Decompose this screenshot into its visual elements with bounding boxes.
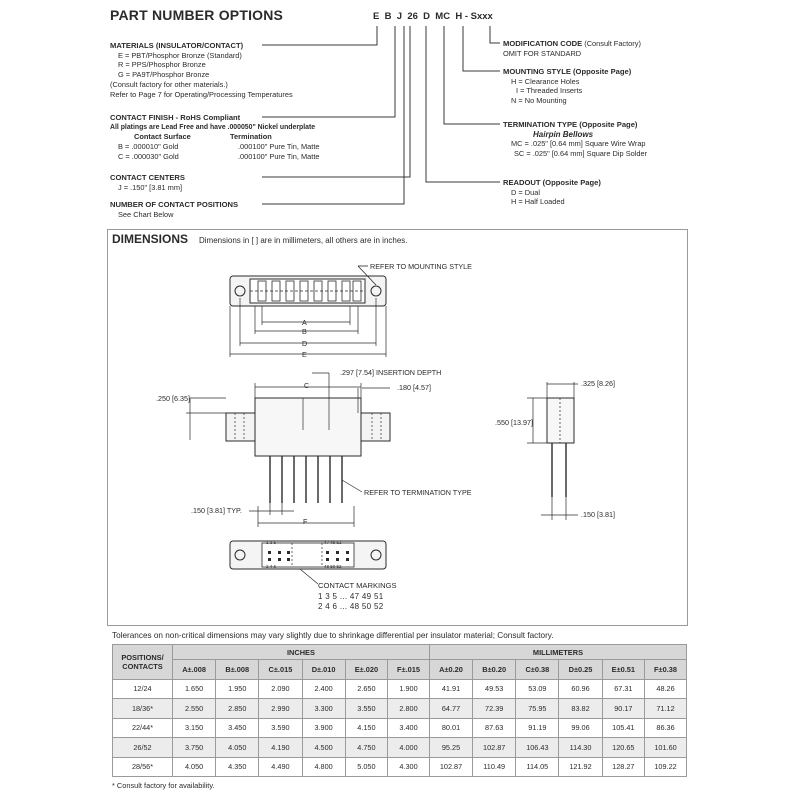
readout-item: H = Half Loaded <box>511 197 565 207</box>
finish-heading: CONTACT FINISH - RoHS Compliant <box>110 113 241 122</box>
table-cell: 105.41 <box>602 718 644 738</box>
table-row <box>113 738 687 758</box>
table-cell: 91.19 <box>516 718 559 738</box>
table-cell: 101.60 <box>645 738 687 758</box>
table-cell: 60.96 <box>559 679 602 699</box>
table-cell: 4.050 <box>216 738 259 758</box>
table-cell: 3.750 <box>173 738 216 758</box>
finish-col-surface: Contact Surface <box>134 132 191 142</box>
table-cell: 2.850 <box>216 699 259 719</box>
table-cell: 102.87 <box>429 757 472 777</box>
tolerance-note: Tolerances on non-critical dimensions may vary slightly due to shrinkage differential per insulator material; Consult factory. <box>112 631 554 640</box>
label-typ-pitch: .150 [3.81] TYP. <box>191 506 242 515</box>
table-cell: 3.300 <box>302 699 345 719</box>
readout-item: D = Dual <box>511 187 540 197</box>
table-cell: 2.800 <box>388 699 430 719</box>
table-cell: 75.95 <box>516 699 559 719</box>
finish-row-termination: .000100" Pure Tin, Matte <box>238 142 320 152</box>
table-cell: 4.350 <box>216 757 259 777</box>
table-cell: 67.31 <box>602 679 644 699</box>
table-cell: 2.400 <box>302 679 345 699</box>
face-marking-top: 47 49 51 <box>324 540 342 545</box>
table-cell: 4.800 <box>302 757 345 777</box>
modification-line: OMIT FOR STANDARD <box>503 48 582 58</box>
finish-row-termination: .000100" Pure Tin, Matte <box>238 151 320 161</box>
materials-item: R = PPS/Phosphor Bronze <box>118 60 206 70</box>
table-cell: 64.77 <box>429 699 472 719</box>
table-cell: 99.06 <box>559 718 602 738</box>
positions-heading: NUMBER OF CONTACT POSITIONS <box>110 200 239 209</box>
table-cell: 90.17 <box>602 699 644 719</box>
table-cell: 3.590 <box>259 718 302 738</box>
table-cell: 120.65 <box>602 738 644 758</box>
mounting-item: H = Clearance Holes <box>511 76 580 86</box>
table-cell: 2.090 <box>259 679 302 699</box>
table-cell: 4.490 <box>259 757 302 777</box>
table-cell: 114.30 <box>559 738 602 758</box>
column-header: B±.008 <box>216 660 259 680</box>
table-cell: 1.650 <box>173 679 216 699</box>
column-header: C±0.38 <box>516 660 559 680</box>
contact-markings-row: 2 4 6 ... 48 50 52 <box>318 602 384 611</box>
centers-heading: CONTACT CENTERS <box>110 173 185 182</box>
table-cell: 4.000 <box>388 738 430 758</box>
materials-note: Refer to Page 7 for Operating/Processing Temperatures <box>110 89 293 99</box>
table-cell: 3.150 <box>173 718 216 738</box>
table-cell: 4.750 <box>345 738 387 758</box>
label-dim-f: F <box>303 517 308 526</box>
column-header: C±.015 <box>259 660 302 680</box>
table-body <box>113 679 687 777</box>
table-cell: 4.500 <box>302 738 345 758</box>
label-dim-c: C <box>304 381 310 390</box>
table-cell: 102.87 <box>473 738 516 758</box>
table-cell: 3.900 <box>302 718 345 738</box>
table-cell: 86.36 <box>645 718 687 738</box>
mounting-item: N = No Mounting <box>511 96 567 106</box>
positions-cell: 28/56* <box>113 757 173 777</box>
table-cell: 48.26 <box>645 679 687 699</box>
dimensions-title: DIMENSIONS <box>112 232 189 246</box>
column-header: E±.020 <box>345 660 387 680</box>
bottom-view-connector <box>230 541 386 569</box>
modification-heading: MODIFICATION CODE <box>503 39 583 48</box>
table-cell: 53.09 <box>516 679 559 699</box>
column-header: A±.008 <box>173 660 216 680</box>
termination-item: MC = .025" [0.64 mm] Square Wire Wrap <box>511 139 646 149</box>
footnote: * Consult factory for availability. <box>112 781 215 790</box>
table-cell: 4.190 <box>259 738 302 758</box>
dimensions-table <box>112 644 687 777</box>
termination-subheading: Hairpin Bellows <box>533 129 594 139</box>
table-cell: 80.01 <box>429 718 472 738</box>
materials-item: G = PA9T/Phosphor Bronze <box>118 70 210 80</box>
finish-row-surface: C = .000030" Gold <box>118 151 179 161</box>
column-header: E±0.51 <box>602 660 644 680</box>
column-header: F±.015 <box>388 660 430 680</box>
label-refer-mounting: REFER TO MOUNTING STYLE <box>370 262 472 271</box>
column-header: D±.010 <box>302 660 345 680</box>
label-insertion-depth: .297 [7.54] INSERTION DEPTH <box>340 368 442 377</box>
centers-item: J = .150" [3.81 mm] <box>118 182 183 192</box>
mounting-item: I = Threaded Inserts <box>516 86 583 96</box>
group-inches: INCHES <box>173 645 430 660</box>
table-cell: 128.27 <box>602 757 644 777</box>
label-dim-e: E <box>302 350 307 359</box>
top-view-connector <box>230 276 386 306</box>
label-dim-550: .550 [13.97] <box>495 418 533 427</box>
column-header-row <box>113 660 687 680</box>
column-header: B±0.20 <box>473 660 516 680</box>
positions-item: See Chart Below <box>118 209 174 219</box>
readout-heading: READOUT (Opposite Page) <box>503 178 601 187</box>
part-number-code: E B J 26 D MC H - Sxxx <box>373 11 493 22</box>
finish-col-termination: Termination <box>230 132 272 142</box>
dimensions-note: Dimensions in [ ] are in millimeters, all others are in inches. <box>199 236 408 245</box>
face-marking-bottom: 48 50 52 <box>324 564 342 569</box>
label-dim-180: .180 [4.57] <box>397 383 431 392</box>
table-cell: 109.22 <box>645 757 687 777</box>
table-cell: 5.050 <box>345 757 387 777</box>
table-cell: 3.450 <box>216 718 259 738</box>
col-positions-contacts <box>113 645 173 680</box>
label-dim-150: .150 [3.81] <box>581 510 615 519</box>
termination-heading: TERMINATION TYPE (Opposite Page) <box>503 120 638 129</box>
modification-heading-note: (Consult Factory) <box>584 39 641 48</box>
termination-item: SC = .025" [0.64 mm] Square Dip Solder <box>514 149 648 159</box>
table-row <box>113 718 687 738</box>
table-cell: 4.050 <box>173 757 216 777</box>
label-dim-325: .325 [8.26] <box>581 379 615 388</box>
table-cell: 72.39 <box>473 699 516 719</box>
side-view-connector <box>547 398 574 497</box>
contact-markings-row: 1 3 5 ... 47 49 51 <box>318 592 384 601</box>
table-row <box>113 679 687 699</box>
group-millimeters: MILLIMETERS <box>429 645 686 660</box>
col-header-line: CONTACTS <box>122 661 163 671</box>
table-cell: 83.82 <box>559 699 602 719</box>
materials-heading: MATERIALS (INSULATOR/CONTACT) <box>110 41 244 50</box>
positions-cell: 12/24 <box>113 679 173 699</box>
col-header-line: POSITIONS/ <box>121 652 164 662</box>
mounting-heading: MOUNTING STYLE (Opposite Page) <box>503 67 632 76</box>
positions-cell: 22/44* <box>113 718 173 738</box>
table-cell: 2.550 <box>173 699 216 719</box>
finish-subheading: All platings are Lead Free and have .000050" Nickel underplate <box>110 123 316 131</box>
finish-row-surface: B = .000010" Gold <box>118 142 179 152</box>
table-cell: 106.43 <box>516 738 559 758</box>
table-row <box>113 699 687 719</box>
materials-item: E = PBT/Phosphor Bronze (Standard) <box>118 50 242 60</box>
table-cell: 2.990 <box>259 699 302 719</box>
table-cell: 1.900 <box>388 679 430 699</box>
column-header: D±0.25 <box>559 660 602 680</box>
table-cell: 49.53 <box>473 679 516 699</box>
table-cell: 41.91 <box>429 679 472 699</box>
table-cell: 114.05 <box>516 757 559 777</box>
label-dim-d: D <box>302 339 308 348</box>
positions-cell: 18/36* <box>113 699 173 719</box>
table-cell: 2.650 <box>345 679 387 699</box>
label-dim-b: B <box>302 327 307 336</box>
face-marking-bottom: 2 4 6 <box>266 564 277 569</box>
materials-note: (Consult factory for other materials.) <box>110 79 228 89</box>
table-cell: 87.63 <box>473 718 516 738</box>
label-contact-markings: CONTACT MARKINGS <box>318 581 397 590</box>
table-cell: 95.25 <box>429 738 472 758</box>
label-dim-250: .250 [6.35] <box>156 394 190 403</box>
table-cell: 3.550 <box>345 699 387 719</box>
label-refer-termination: REFER TO TERMINATION TYPE <box>364 488 472 497</box>
positions-cell: 26/52 <box>113 738 173 758</box>
part-number-title: PART NUMBER OPTIONS <box>110 7 284 23</box>
column-header: A±0.20 <box>429 660 472 680</box>
column-header: F±0.38 <box>645 660 687 680</box>
table-cell: 110.49 <box>473 757 516 777</box>
table-cell: 121.92 <box>559 757 602 777</box>
table-cell: 3.400 <box>388 718 430 738</box>
table-cell: 1.950 <box>216 679 259 699</box>
table-cell: 71.12 <box>645 699 687 719</box>
table-row <box>113 757 687 777</box>
table-cell: 4.300 <box>388 757 430 777</box>
label-dim-a: A <box>302 318 307 327</box>
face-marking-top: 1 3 5 <box>266 540 277 545</box>
table-cell: 4.150 <box>345 718 387 738</box>
